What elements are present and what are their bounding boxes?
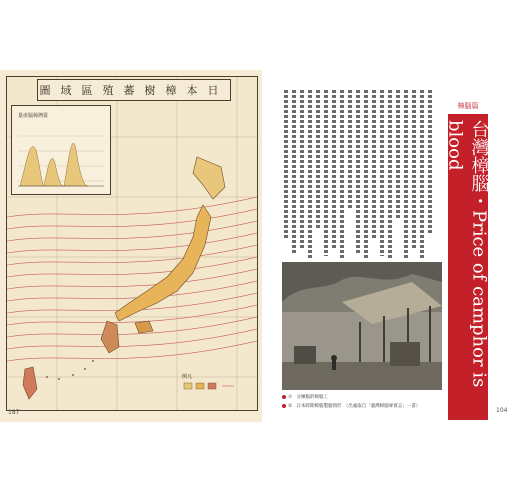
camphor-works-photo (282, 262, 442, 390)
caption-dot-1 (282, 395, 286, 399)
right-page-number: 104 (496, 407, 508, 414)
hokkaido-shape (193, 157, 225, 199)
inset-title: 量產腦樟灣臺 (18, 113, 49, 119)
article-page (268, 70, 520, 422)
honshu-shape (115, 205, 211, 321)
photo-caption-2: ② 日本時期樟腦製腦情形 （出處取自「臺灣樟腦專賣志」一書） (282, 403, 420, 409)
map-page (0, 70, 262, 422)
caption-dot-2 (282, 404, 286, 408)
kyushu-shape (101, 321, 119, 353)
title-banner (444, 98, 490, 420)
legend-swatches (182, 381, 252, 401)
article-headline: 台灣樟腦・Price of camphor is blood (444, 120, 490, 388)
legend-title: 例凡 (182, 374, 193, 380)
left-page-number: 187 (8, 409, 20, 416)
inset-graph (12, 106, 110, 194)
map-title: 圖域區殖蕃樹樟本日 (37, 79, 231, 101)
production-area (20, 143, 88, 186)
section-tag: 樟腦篇 (448, 98, 488, 116)
production-inset-chart (11, 105, 111, 195)
vertical-body-text (282, 90, 432, 260)
historical-photo (282, 262, 442, 390)
map-legend (182, 373, 252, 403)
taiwan-shape (23, 367, 37, 399)
shikoku-shape (135, 321, 153, 333)
photo-caption-1: ① 分揀腦的樟腦工 (282, 394, 328, 400)
map-frame (6, 76, 258, 411)
